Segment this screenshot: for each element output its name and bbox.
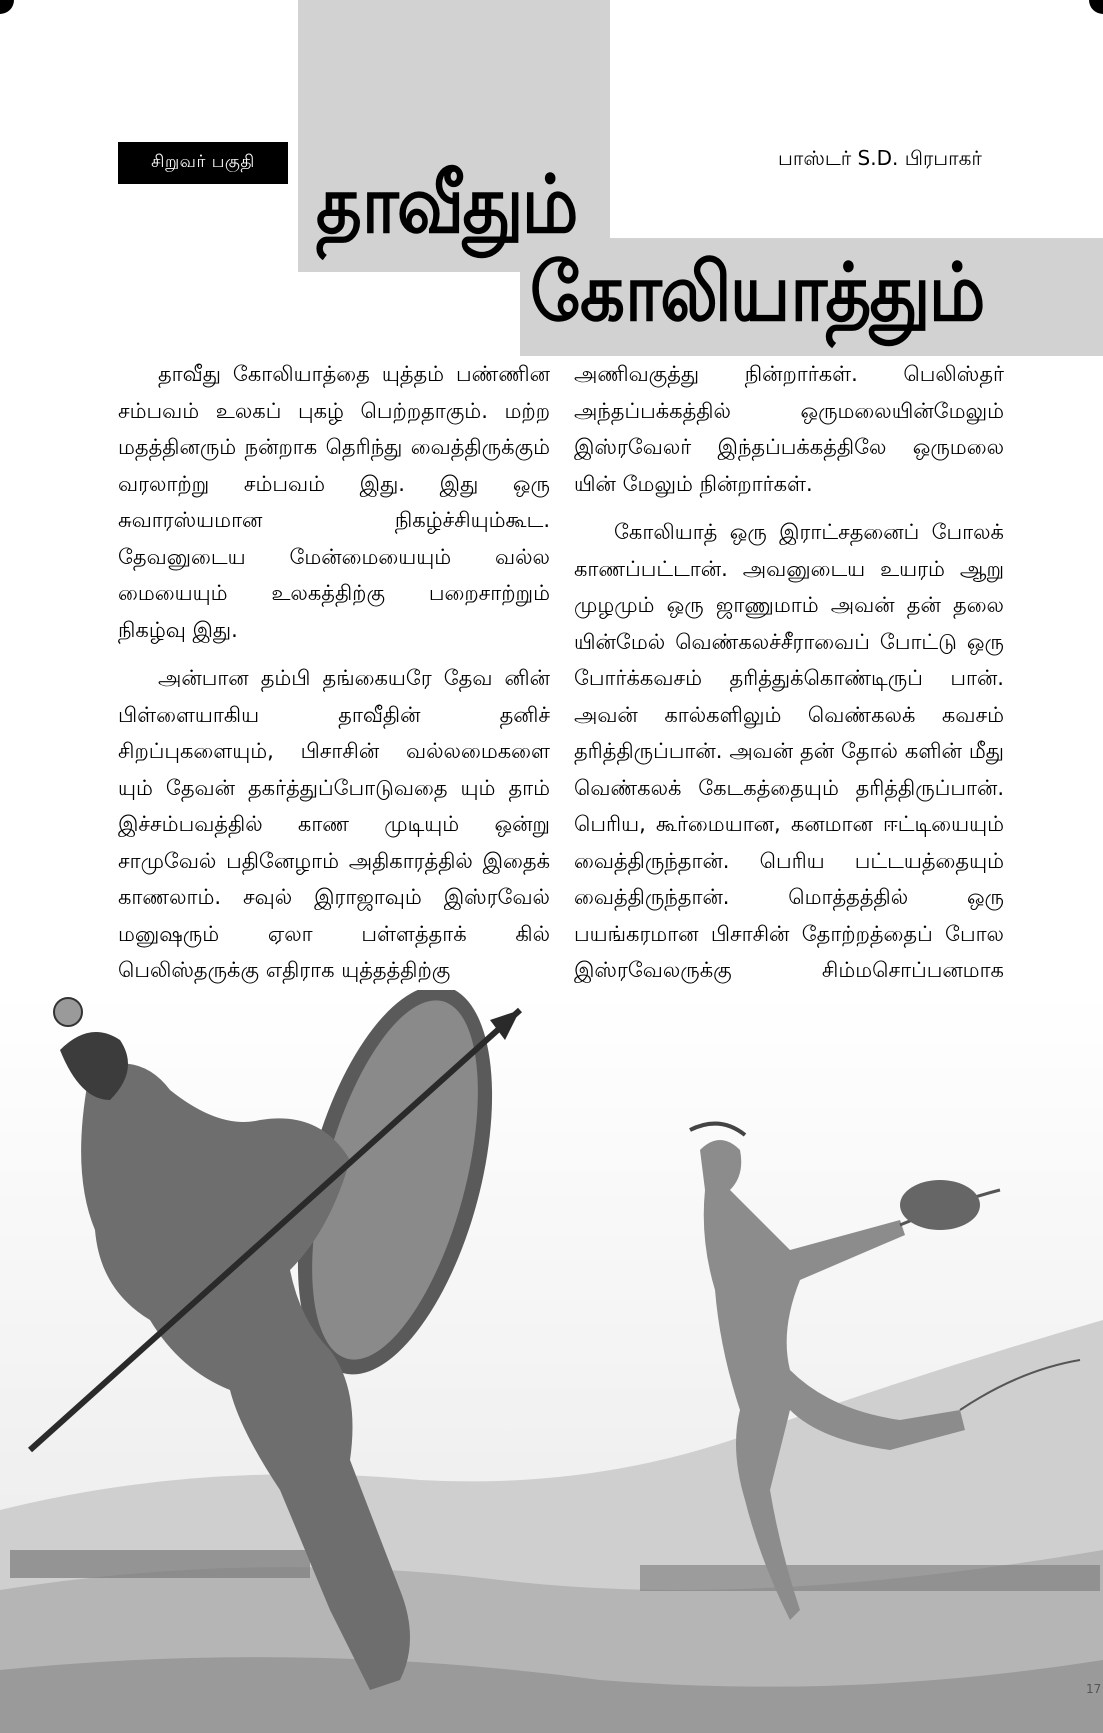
page-number: 17 [1086, 1682, 1102, 1696]
title-line-2: கோலியாத்தும் [530, 246, 984, 339]
left-column [118, 356, 550, 1001]
section-label: சிறுவர் பகுதி [118, 142, 288, 184]
paragraph: தாவீது கோலியாத்தை யுத்தம் பண்ணின சம்பவம் உலகப் புகழ் பெற்றதாகும். மற்ற மதத்தினரும் நன்றாக தெரிந்து வைத்திருக்கும் வரலாற்று சம்பவம் இது. இது ஒரு சுவாரஸ்யமான நிகழ்ச்சியும்கூட. தேவனுடைய மேன்மையையும் வல்ல மையையும் உலகத்திற்கு பறைசாற்றும் நிகழ்வு இது. [118, 362, 550, 642]
paragraph: அணிவகுத்து நின்றார்கள். பெலிஸ்தர் அந்தப்பக்கத்தில் ஒருமலையின்மேலும் இஸ்ரவேலர் இந்தப்பக்கத்திலே ஒருமலை யின் மேலும் நின்றார்கள். [574, 362, 1004, 496]
title-line-1: தாவீதும் [316, 158, 577, 251]
david-and-goliath-illustration [0, 990, 1103, 1733]
paragraph: கோலியாத் ஒரு இராட்சதனைப் போலக் காணப்பட்டான். அவனுடைய உயரம் ஆறு முழமும் ஒரு ஜாணுமாம் அவன் தன் தலை யின்மேல் வெண்கலச்சீராவைப் போட்டு ஒரு போர்க்கவசம் தரித்துக்கொண்டிருப் பான். அவன் கால்களிலும் வெண்கலக் கவசம் தரித்திருப்பான். அவன் தன் தோல் களின் மீது வெண்கலக் கேடகத்தையும் தரித்திருப்பான். பெரிய, கூர்மையான, கனமான ஈட்டியையும் வைத்திருந்தான். பெரிய பட்டயத்தையும் வைத்திருந்தான். மொத்தத்தில் ஒரு பயங்கரமான பிசாசின் தோற்றத்தைப் போல இஸ்ரவேலருக்கு சிம்மசொப்பனமாக [574, 520, 1004, 982]
page-corner-top-right [1089, 0, 1103, 14]
page-corner-top-left [0, 0, 14, 14]
author-name: பாஸ்டர் S.D. பிரபாகர் [778, 146, 982, 170]
paragraph: அன்பான தம்பி தங்கையரே தேவ னின் பிள்ளையாகிய தாவீதின் தனிச் சிறப்புகளையும், பிசாசின் வல்லமைகளை யும் தேவன் தகர்த்துப்போடுவதை யும் தாம் இச்சம்பவத்தில் காண முடியும் ஒன்று சாமுவேல் பதினேழாம் அதிகாரத்தில் இதைக் காணலாம். சவுல் இராஜாவும் இஸ்ரவேல் மனுஷரும் ஏலா பள்ளத்தாக் கில் பெலிஸ்தருக்கு எதிராக யுத்தத்திற்கு [118, 666, 550, 982]
